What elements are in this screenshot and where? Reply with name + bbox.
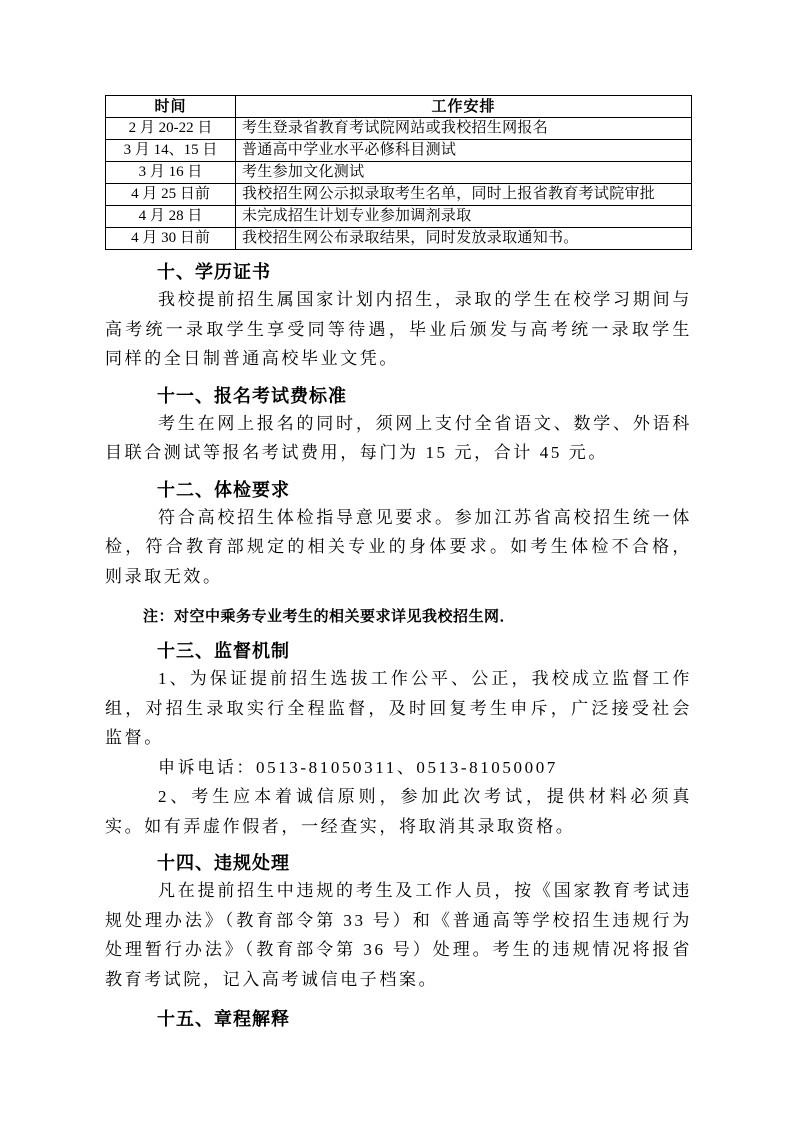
task-cell: 考生登录省教育考试院网站或我校招生网报名 (236, 118, 692, 140)
document-content (105, 95, 692, 1032)
table-row (106, 184, 692, 206)
paragraph: 符合高校招生体检指导意见要求。参加江苏省高校招生统一体检，符合教育部规定的相关专业的身体要求。如考生体检不合格，则录取无效。 (105, 507, 692, 586)
paragraph: 考生在网上报名的同时，须网上支付全省语文、数学、外语科目联合测试等报名考试费用，每门为 15 元，合计 45 元。 (105, 413, 692, 462)
time-cell: 4 月 28 日 (106, 206, 236, 228)
table-header-row (106, 96, 692, 118)
section-heading-violation-handling: 十四、违规处理 (157, 853, 290, 873)
time-cell: 4 月 30 日前 (106, 228, 236, 250)
section-heading-exam-fee: 十一、报名考试费标准 (157, 385, 347, 406)
time-cell: 3 月 14、15 日 (106, 140, 236, 162)
section-heading-charter-interpretation: 十五、章程解释 (157, 1009, 290, 1029)
table-row (106, 118, 692, 140)
time-column-header: 时间 (106, 96, 236, 118)
task-cell: 我校招生网公布录取结果，同时发放录取通知书。 (236, 228, 692, 250)
paragraph: 我校提前招生属国家计划内招生，录取的学生在校学习期间与高考统一录取学生享受同等待遇，毕业后颁发与高考统一录取学生同样的全日制普通高校毕业文凭。 (105, 290, 692, 368)
task-column-header: 工作安排 (236, 96, 692, 118)
section-heading-academic-certificate: 十、学历证书 (157, 262, 271, 282)
task-cell: 我校招生网公示拟录取考生名单，同时上报省教育考试院审批 (236, 184, 692, 206)
section-heading-physical-exam: 十二、体检要求 (157, 479, 290, 500)
paragraph: 1、为保证提前招生选拔工作公平、公正，我校成立监督工作组，对招生录取实行全程监督，及时回复考生申斥，广泛接受社会监督。 (105, 669, 692, 747)
time-cell: 3 月 16 日 (106, 162, 236, 184)
schedule-table (105, 95, 692, 250)
time-cell: 2 月 20-22 日 (106, 118, 236, 140)
section-heading-supervision: 十三、监督机制 (157, 641, 290, 661)
table-row (106, 140, 692, 162)
paragraph: 2、考生应本着诚信原则，参加此次考试，提供材料必须真实。如有弄虚作假者，一经查实，将取消其录取资格。 (105, 787, 692, 836)
task-cell: 考生参加文化测试 (236, 162, 692, 184)
table-row (106, 228, 692, 250)
table-row (106, 206, 692, 228)
appeal-phone-line: 申诉电话：0513-81050311、0513-81050007 (158, 757, 558, 777)
note-paragraph: 注：对空中乘务专业考生的相关要求详见我校招生网． (143, 608, 516, 625)
table-row (106, 162, 692, 184)
task-cell: 普通高中学业水平必修科目测试 (236, 140, 692, 162)
task-cell: 未完成招生计划专业参加调剂录取 (236, 206, 692, 228)
time-cell: 4 月 25 日前 (106, 184, 236, 206)
paragraph: 凡在提前招生中违规的考生及工作人员，按《国家教育考试违规处理办法》（教育部令第 33 号）和《普通高等学校招生违规行为处理暂行办法》（教育部令第 36 号）处理。考生的违规情况将报省教育考试院，记入高考诚信电子档案。 (105, 881, 692, 989)
